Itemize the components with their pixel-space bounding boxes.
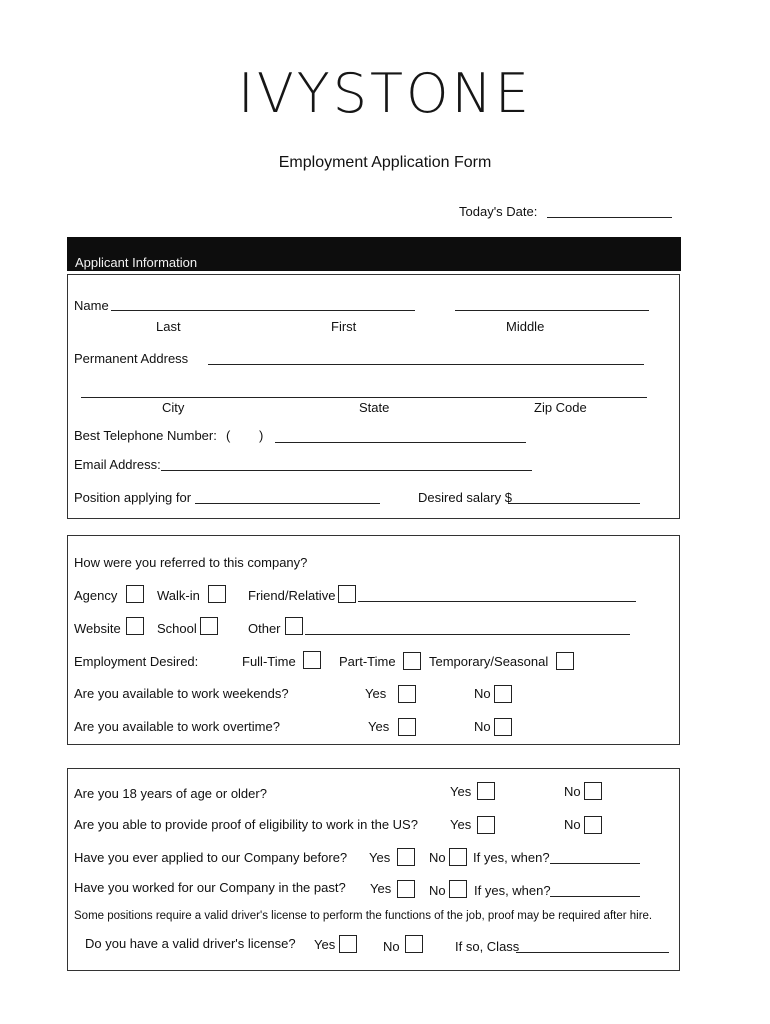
license-note: Some positions require a valid driver's license to perform the functions of the job, proof may be required after hire. [74, 910, 653, 922]
name-last-first-field[interactable] [111, 310, 415, 311]
middle-label: Middle [506, 319, 545, 334]
form-title: Employment Application Form [278, 154, 492, 171]
address-label: Permanent Address [74, 351, 189, 366]
applicant-section-title: Applicant Information [75, 255, 198, 270]
license-class-field[interactable] [516, 952, 669, 953]
name-label: Name [74, 298, 109, 313]
email-field[interactable] [161, 470, 532, 471]
position-label: Position applying for [74, 490, 192, 505]
friend-checkbox[interactable] [338, 585, 356, 603]
worked-before-question: Have you worked for our Company in the past? [74, 880, 346, 895]
applied-no-label: No [429, 850, 446, 865]
proof-no-checkbox[interactable] [584, 816, 602, 834]
worked-when-field[interactable] [550, 896, 640, 897]
applicant-section-header [67, 237, 681, 271]
proof-question: Are you able to provide proof of eligibility to work in the US? [74, 817, 418, 832]
license-no-checkbox[interactable] [405, 935, 423, 953]
position-field[interactable] [195, 503, 380, 504]
worked-when-label: If yes, when? [474, 883, 551, 898]
worked-yes-checkbox[interactable] [397, 880, 415, 898]
worked-yes-label: Yes [370, 881, 392, 896]
walkin-checkbox[interactable] [208, 585, 226, 603]
address-line-2[interactable] [81, 397, 647, 398]
temporary-label: Temporary/Seasonal [429, 654, 549, 669]
employment-desired-label: Employment Desired: [74, 654, 199, 669]
city-label: City [162, 400, 185, 415]
license-question: Do you have a valid driver's license? [85, 936, 296, 951]
friend-label: Friend/Relative [248, 588, 336, 603]
age-no-label: No [564, 784, 581, 799]
proof-yes-label: Yes [450, 817, 472, 832]
salary-label: Desired salary $ [418, 490, 512, 505]
proof-no-label: No [564, 817, 581, 832]
website-checkbox[interactable] [126, 617, 144, 635]
friend-name-field[interactable] [358, 601, 636, 602]
website-label: Website [74, 621, 121, 636]
last-label: Last [156, 319, 181, 334]
zip-label: Zip Code [534, 400, 587, 415]
applied-when-label: If yes, when? [473, 850, 550, 865]
overtime-question: Are you available to work overtime? [74, 719, 280, 734]
license-yes-checkbox[interactable] [339, 935, 357, 953]
license-yes-label: Yes [314, 937, 336, 952]
age-no-checkbox[interactable] [584, 782, 602, 800]
address-line-1[interactable] [208, 364, 644, 365]
fulltime-checkbox[interactable] [303, 651, 321, 669]
applied-yes-label: Yes [369, 850, 391, 865]
todays-date-field[interactable] [547, 217, 672, 218]
weekends-no-label: No [474, 686, 491, 701]
weekends-yes-checkbox[interactable] [398, 685, 416, 703]
license-no-label: No [383, 939, 400, 954]
other-source-field[interactable] [305, 634, 630, 635]
overtime-no-checkbox[interactable] [494, 718, 512, 736]
first-label: First [331, 319, 357, 334]
agency-checkbox[interactable] [126, 585, 144, 603]
applied-before-question: Have you ever applied to our Company before? [74, 850, 348, 865]
phone-field[interactable] [275, 442, 526, 443]
weekends-question: Are you available to work weekends? [74, 686, 289, 701]
applied-yes-checkbox[interactable] [397, 848, 415, 866]
overtime-no-label: No [474, 719, 491, 734]
fulltime-label: Full-Time [242, 654, 296, 669]
weekends-yes-label: Yes [365, 686, 387, 701]
school-checkbox[interactable] [200, 617, 218, 635]
state-label: State [359, 400, 390, 415]
worked-no-label: No [429, 883, 446, 898]
school-label: School [157, 621, 197, 636]
referral-question: How were you referred to this company? [74, 555, 308, 570]
salary-field[interactable] [508, 503, 640, 504]
parttime-label: Part-Time [339, 654, 396, 669]
phone-area-close: ) [259, 428, 264, 443]
applied-when-field[interactable] [550, 863, 640, 864]
overtime-yes-label: Yes [368, 719, 390, 734]
applied-no-checkbox[interactable] [449, 848, 467, 866]
overtime-yes-checkbox[interactable] [398, 718, 416, 736]
age-yes-checkbox[interactable] [477, 782, 495, 800]
other-label: Other [248, 621, 281, 636]
name-middle-field[interactable] [455, 310, 649, 311]
worked-no-checkbox[interactable] [449, 880, 467, 898]
other-checkbox[interactable] [285, 617, 303, 635]
weekends-no-checkbox[interactable] [494, 685, 512, 703]
phone-area-open: ( [226, 428, 231, 443]
age-yes-label: Yes [450, 784, 472, 799]
age-question: Are you 18 years of age or older? [74, 786, 267, 801]
company-logo: IVYSTONE [237, 62, 533, 125]
proof-yes-checkbox[interactable] [477, 816, 495, 834]
phone-label: Best Telephone Number: [74, 428, 217, 443]
parttime-checkbox[interactable] [403, 652, 421, 670]
todays-date-label: Today's Date: [459, 204, 538, 219]
email-label: Email Address: [74, 457, 161, 472]
license-class-label: If so, Class [455, 939, 520, 954]
temporary-checkbox[interactable] [556, 652, 574, 670]
walkin-label: Walk-in [157, 588, 200, 603]
agency-label: Agency [74, 588, 118, 603]
